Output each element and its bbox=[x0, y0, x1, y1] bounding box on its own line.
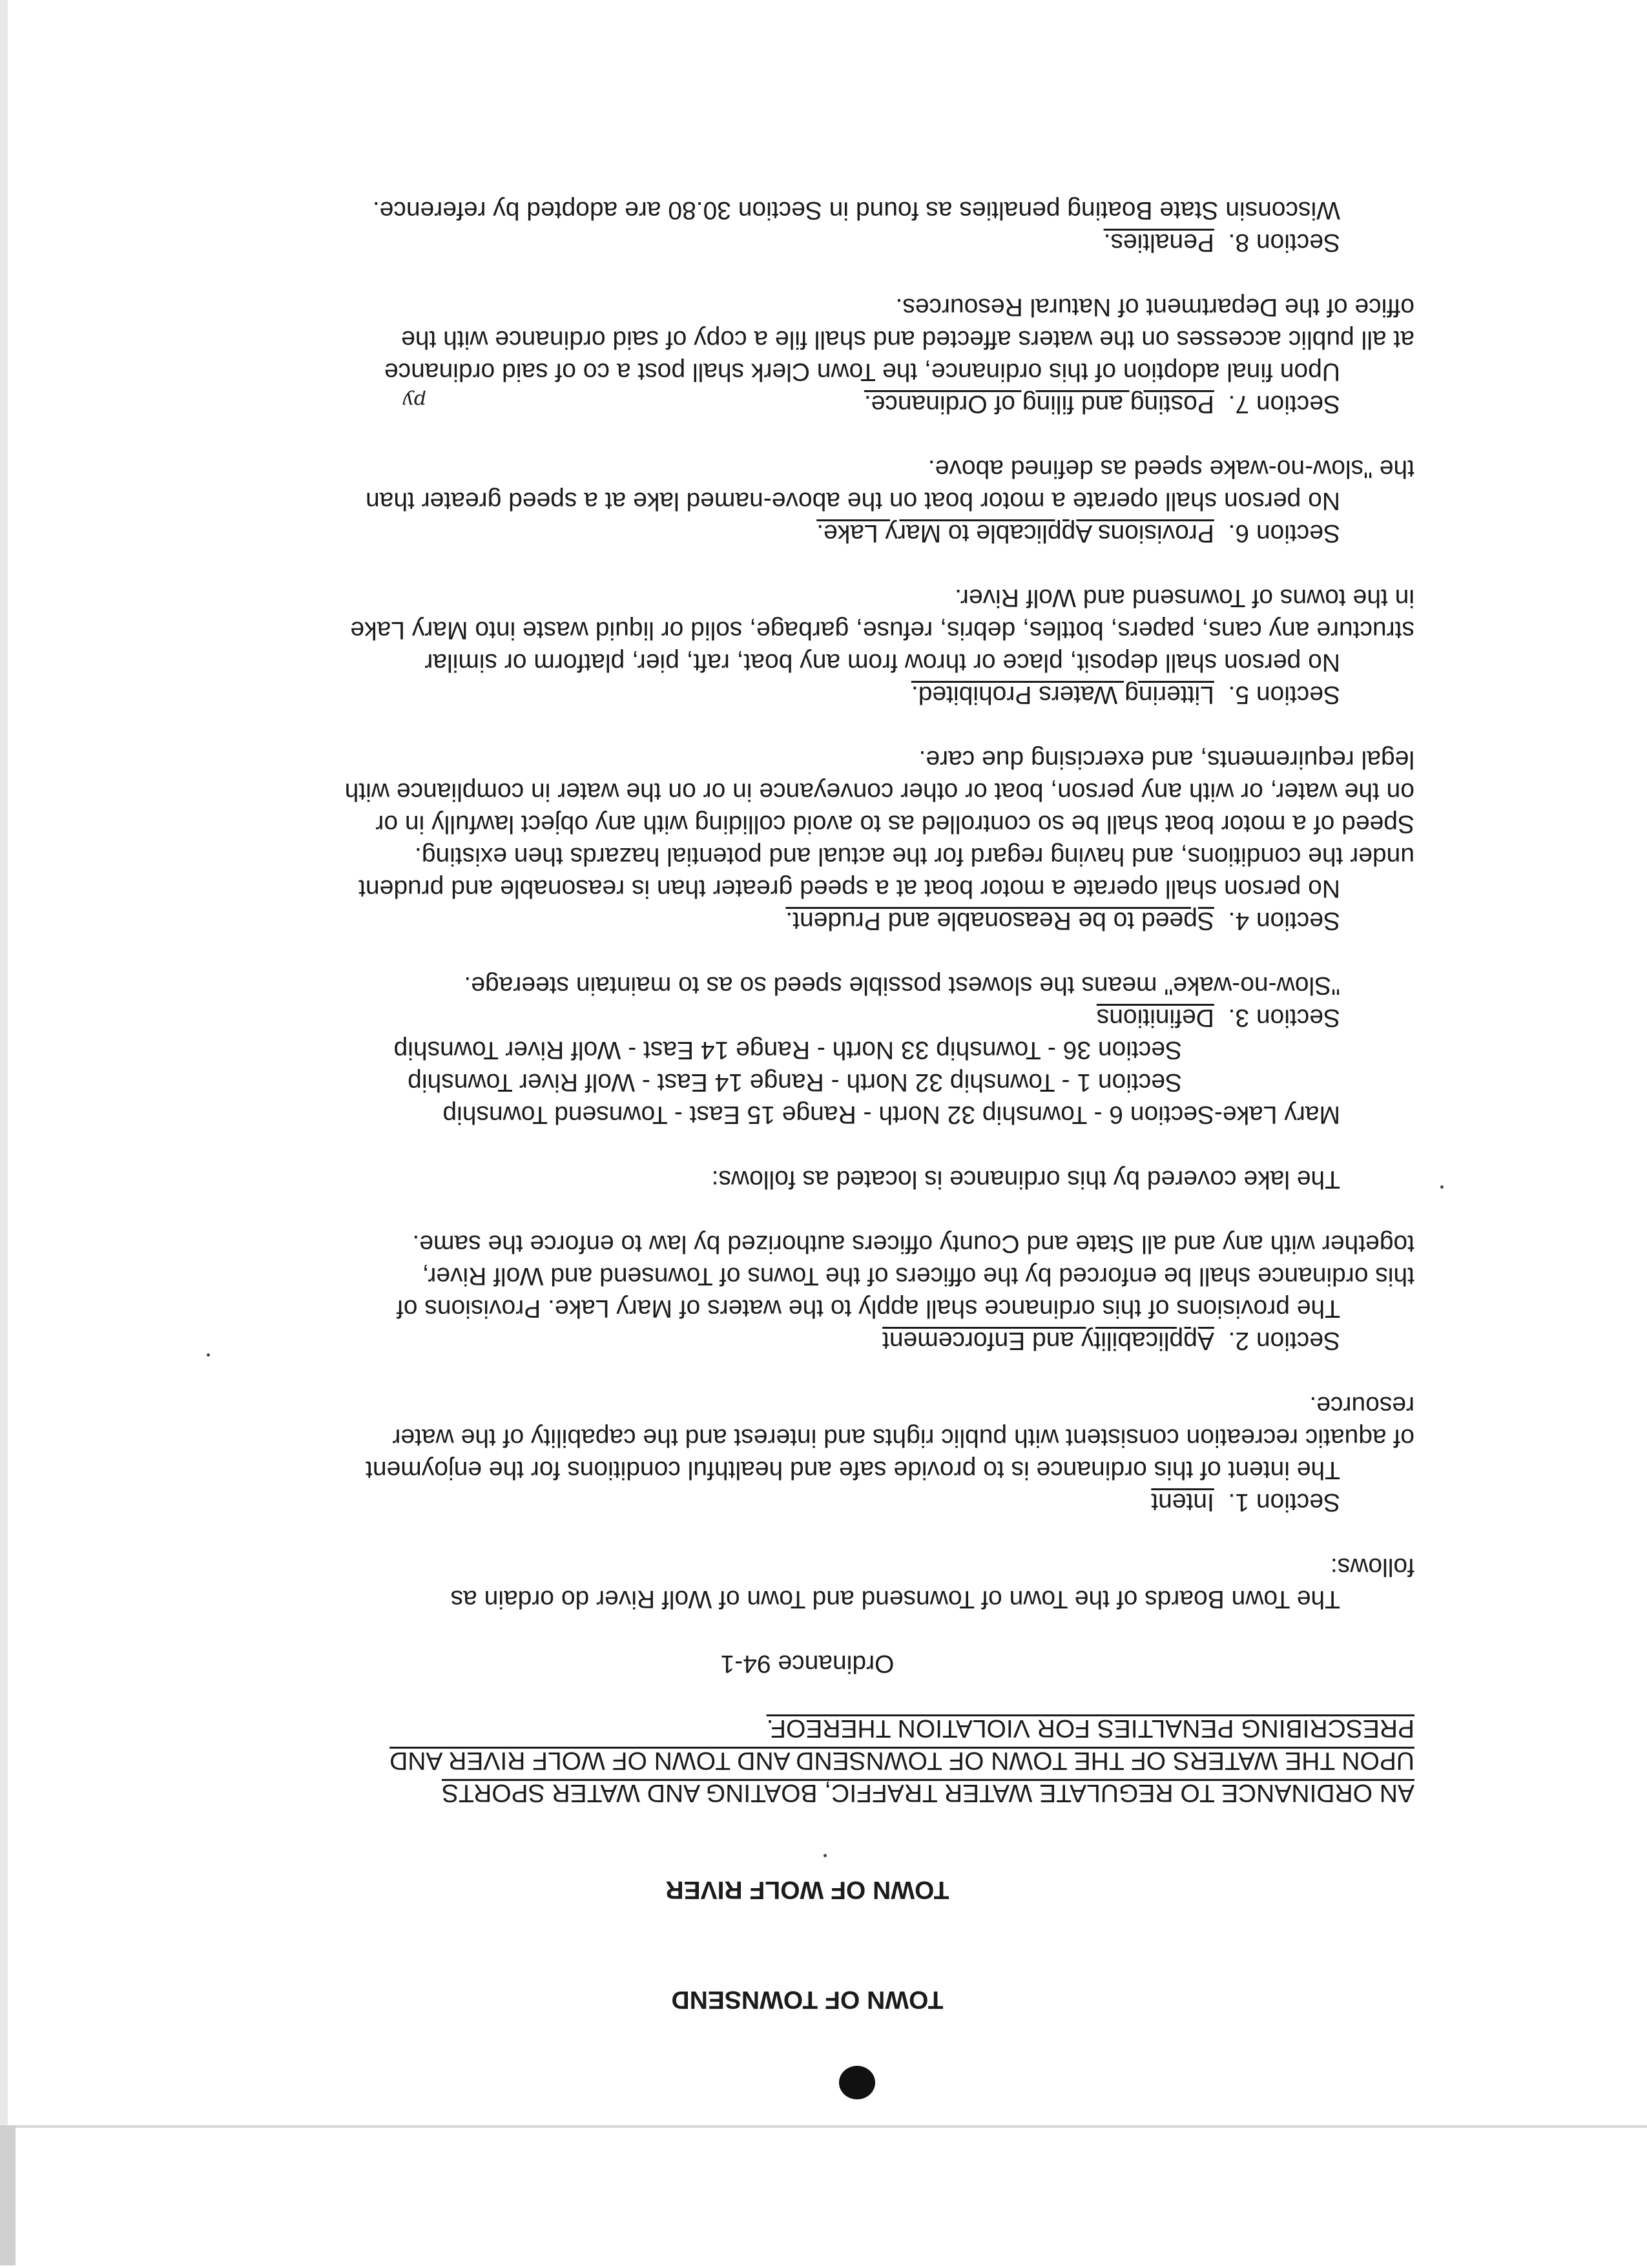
scan-left-edge bbox=[0, 0, 8, 2125]
section-4-text: Speed of a motor boat shall be so controlled as to avoid colliding with any object lawfully in or bbox=[375, 810, 1414, 838]
scan-bottom-left-edge bbox=[0, 2125, 16, 2265]
section-prefix: Section 7. bbox=[1228, 390, 1340, 418]
section-title: Littering Waters Prohibited. bbox=[911, 681, 1214, 709]
section-prefix: Section 8. bbox=[1228, 229, 1340, 256]
section-prefix: Section 3. bbox=[1228, 1004, 1340, 1032]
section-4-text: on the water, or with any person, boat or other conveyance in or on the water in compliance with bbox=[344, 778, 1414, 806]
section-7-heading bbox=[864, 388, 1340, 420]
section-4-heading bbox=[785, 904, 1340, 937]
section-2-heading bbox=[882, 1324, 1340, 1357]
section-1-text: resource. bbox=[1309, 1391, 1414, 1419]
preamble-line: The Town Boards of the Town of Townsend and Town of Wolf River do ordain as bbox=[450, 1585, 1340, 1613]
ink-blot bbox=[839, 2066, 875, 2099]
section-title: Intent bbox=[1151, 1488, 1214, 1516]
section-title: Speed to be Reasonable and Prudent. bbox=[785, 907, 1214, 935]
section-5-text: structure any cans, papers, bottles, debris, refuse, garbage, solid or liquid waste into Mary Lake bbox=[350, 616, 1414, 644]
section-4-text: legal requirements, and exercising due care. bbox=[918, 745, 1414, 773]
heading-town-wolf-river: TOWN OF WOLF RIVER bbox=[665, 1876, 949, 1904]
scan-bottom-band bbox=[0, 2125, 1647, 2268]
lake-location-line: Mary Lake-Section 6 - Township 32 North - Range 15 East - Townsend Township bbox=[442, 1101, 1340, 1129]
section-2-text: together with any and all State and County officers authorized by law to enforce the same. bbox=[412, 1230, 1414, 1258]
lake-location-line: Section 1 - Township 32 North - Range 14 East - Wolf River Township bbox=[408, 1068, 1182, 1096]
title-line: AN ORDINANCE TO REGULATE WATER TRAFFIC, BOATING AND WATER SPORTS bbox=[442, 1779, 1414, 1807]
section-prefix: Section 5. bbox=[1228, 681, 1340, 709]
section-2-text: this ordinance shall be enforced by the officers of the Towns of Townsend and Wolf River, bbox=[422, 1262, 1414, 1290]
lake-location-line: Section 36 - Township 33 North - Range 14 East - Wolf River Township bbox=[393, 1036, 1182, 1064]
lake-location-intro: The lake covered by this ordinance is located as follows: bbox=[711, 1165, 1340, 1193]
section-1-text: The intent of this ordinance is to provide safe and healthful conditions for the enjoyment bbox=[366, 1456, 1340, 1484]
preamble-line: follows: bbox=[1330, 1553, 1414, 1581]
section-3-heading bbox=[1097, 1001, 1340, 1034]
section-3-text: "Slow-no-wake" means the slowest possible speed so as to maintain steerage. bbox=[464, 972, 1340, 999]
section-8-heading bbox=[1104, 226, 1340, 258]
title-line: UPON THE WATERS OF THE TOWN OF TOWNSEND AND TOWN OF WOLF RIVER AND bbox=[389, 1747, 1414, 1774]
scan-speck bbox=[1440, 1185, 1444, 1189]
section-title: Definitions bbox=[1096, 1004, 1214, 1032]
section-prefix: Section 1. bbox=[1228, 1488, 1340, 1516]
section-prefix: Section 6. bbox=[1228, 519, 1340, 547]
ordinance-document bbox=[184, 168, 1431, 2112]
heading-town-townsend: TOWN OF TOWNSEND bbox=[671, 1986, 944, 2013]
section-prefix: Section 4. bbox=[1228, 907, 1340, 935]
section-4-text: under the conditions, and having regard for the actual and potential hazards then existing. bbox=[414, 842, 1414, 870]
section-title: Provisions Applicable to Mary Lake. bbox=[816, 519, 1214, 547]
section-prefix: Section 2. bbox=[1228, 1327, 1340, 1355]
section-4-text: No person shall operate a motor boat at a speed greater than is reasonable and prudent bbox=[358, 875, 1340, 902]
section-5-heading bbox=[911, 678, 1340, 711]
section-6-text: No person shall operate a motor boat on the above-named lake at a speed greater than bbox=[366, 487, 1340, 515]
section-8-text: Wisconsin State Boating penalties as found in Section 30.80 are adopted by reference. bbox=[372, 196, 1340, 224]
section-title: Penalties. bbox=[1103, 229, 1214, 256]
section-7-text: Upon final adoption of this ordinance, the Town Clerk shall post a co of said ordinance bbox=[384, 358, 1340, 386]
section-5-text: in the towns of Townsend and Wolf River. bbox=[955, 584, 1414, 612]
section-6-heading bbox=[816, 517, 1340, 549]
ordinance-number: Ordinance 94-1 bbox=[720, 1650, 895, 1678]
section-title: Posting and filing of Ordinance. bbox=[864, 390, 1214, 418]
handwritten-insert: py bbox=[402, 390, 426, 412]
section-title: Applicability and Enforcement bbox=[882, 1327, 1214, 1355]
section-7-text: at all public accesses on the waters affected and shall file a copy of said ordinance with the bbox=[401, 326, 1414, 353]
scan-speck bbox=[824, 1854, 827, 1857]
section-1-heading bbox=[1151, 1486, 1340, 1518]
title-line: PRESCRIBING PENALTIES FOR VIOLATION THEREOF. bbox=[766, 1714, 1414, 1742]
scan-speck bbox=[207, 1353, 210, 1357]
section-5-text: No person shall deposit, place or throw from any boat, raft, pier, platform or similar bbox=[424, 649, 1340, 676]
section-7-text: office of the Department of Natural Resources. bbox=[895, 293, 1414, 321]
section-6-text: the "slow-no-wake speed as defined above. bbox=[927, 455, 1414, 483]
section-2-text: The provisions of this ordinance shall apply to the waters of Mary Lake. Provisions of bbox=[396, 1295, 1340, 1322]
section-1-text: of aquatic recreation consistent with public rights and interest and the capability of the water bbox=[392, 1424, 1414, 1451]
